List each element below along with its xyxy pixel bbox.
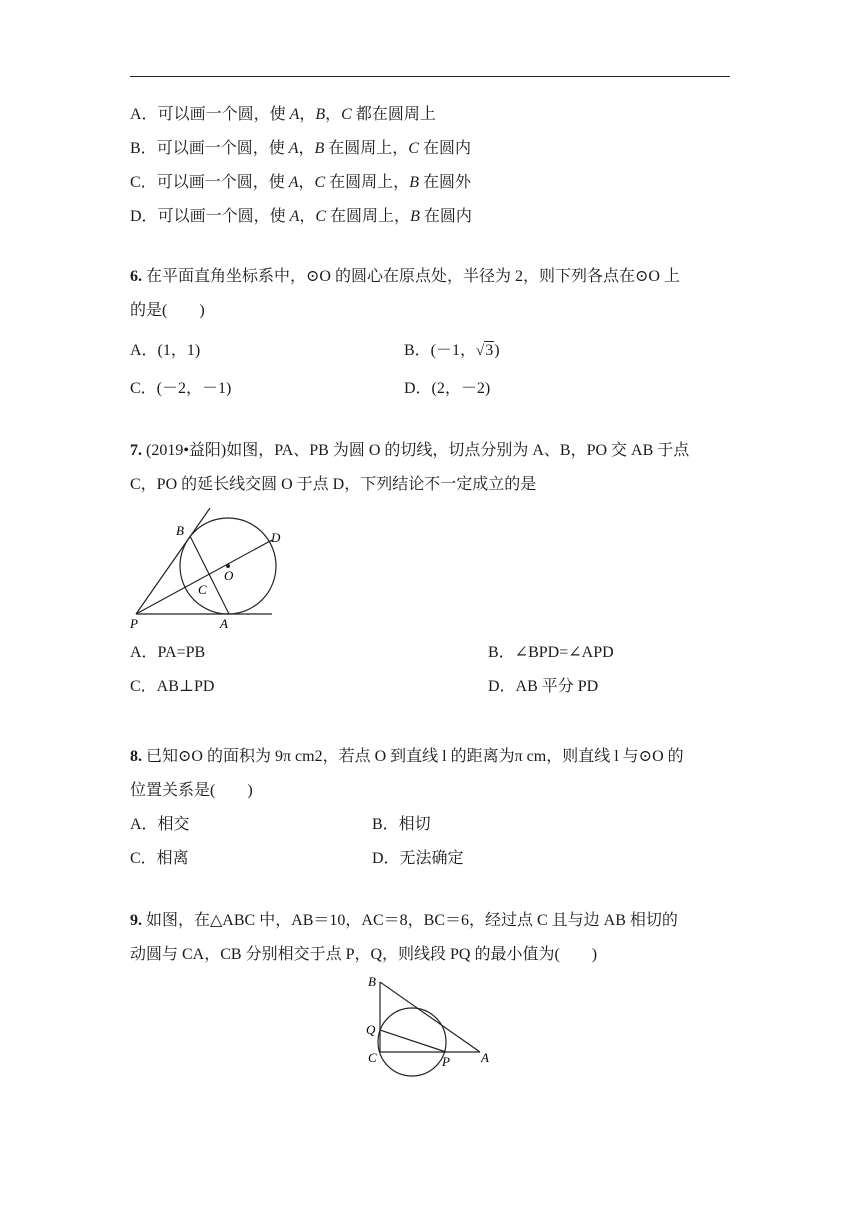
label-q: Q	[366, 1022, 376, 1037]
segment-pq	[380, 1030, 446, 1052]
q8-option-c: C．相离	[130, 850, 189, 867]
option-text: 在圆内	[418, 140, 471, 157]
question-number: 9.	[130, 912, 142, 929]
question-number: 7.	[130, 442, 142, 459]
label-c: C	[198, 582, 207, 597]
option-text: 可以画一个圆，使	[156, 140, 289, 157]
q9-triangle-figure	[362, 970, 498, 1082]
label-o: O	[224, 568, 234, 583]
question-text: (2019•益阳)如图，PA、PB 为圆 O 的切线，切点分别为 A、B，PO 交 AB 于点	[142, 442, 690, 459]
option-text: 在圆内	[419, 208, 472, 225]
label-d: D	[271, 530, 281, 545]
q7-option-a: A．PA=PB	[130, 644, 206, 661]
option-text: C	[408, 140, 419, 157]
option-label: A．	[130, 106, 158, 123]
option-text: 都在圆周上	[351, 106, 436, 123]
option-text: 可以画一个圆，使	[157, 106, 290, 123]
label-p: P	[130, 616, 138, 631]
question-text: 在平面直角坐标系中，⊙O 的圆心在原点处，半径为 2，则下列各点在⊙O 上	[142, 268, 680, 285]
tangent-pb	[136, 508, 210, 614]
option-text: 可以画一个圆，使	[156, 174, 289, 191]
option-text: A	[289, 106, 300, 123]
option-text: )	[494, 342, 500, 359]
option-text: C	[315, 208, 327, 225]
q6-option-d: D．(2，－2)	[404, 380, 491, 397]
option-text: 在圆外	[418, 174, 471, 191]
label-c: C	[368, 1050, 377, 1065]
line-pd	[136, 540, 272, 614]
q7-option-b: B．∠BPD=∠APD	[488, 644, 614, 661]
option-label: B．	[130, 140, 157, 157]
option-text: A	[289, 208, 300, 225]
option-text: 可以画一个圆，使	[157, 208, 290, 225]
q5-option-a	[130, 104, 436, 126]
option-text: ，	[299, 208, 316, 225]
q8-option-d: D．无法确定	[372, 850, 464, 867]
label-b: B	[176, 523, 184, 538]
question-text: 如图，在△ABC 中，AB＝10，AC＝8，BC＝6，经过点 C 且与边 AB 相切的	[142, 912, 678, 929]
q7-option-c: C．AB⊥PD	[130, 678, 215, 695]
q7-stem-line1	[130, 440, 689, 462]
label-b: B	[368, 974, 376, 989]
q9-stem-line1	[130, 910, 678, 932]
option-label: D．	[130, 208, 158, 225]
label-p: P	[442, 1054, 450, 1069]
q6-stem-line2: 的是( )	[130, 302, 205, 319]
q7-option-d: D．AB 平分 PD	[488, 678, 599, 695]
label-a: A	[481, 1050, 489, 1065]
option-text: ，	[298, 140, 315, 157]
option-label: C．	[130, 174, 157, 191]
question-number: 6.	[130, 268, 142, 285]
sqrt-symbol: √3	[476, 342, 494, 359]
header-rule	[130, 76, 730, 77]
side-ab	[380, 982, 480, 1052]
label-a: A	[220, 616, 228, 631]
option-text: A	[288, 174, 299, 191]
option-text: B	[409, 174, 419, 191]
option-text: A	[288, 140, 299, 157]
q5-option-c	[130, 172, 471, 194]
radicand: 3	[485, 342, 494, 359]
q8-option-a: A．相交	[130, 816, 190, 833]
q5-option-b	[130, 138, 471, 160]
option-text: B	[410, 208, 420, 225]
q6-stem-line1	[130, 266, 680, 288]
option-text: B	[315, 106, 326, 123]
option-text: C	[341, 106, 352, 123]
moving-circle	[378, 1008, 446, 1076]
option-text: 在圆周上，	[324, 140, 409, 157]
option-text: ，	[298, 174, 315, 191]
option-text: B	[314, 140, 325, 157]
option-text: C	[314, 174, 326, 191]
q7-tangent-figure	[124, 504, 284, 632]
q8-stem-line1	[130, 746, 684, 768]
option-text: 在圆周上，	[326, 208, 411, 225]
option-text: ，	[325, 106, 342, 123]
q5-option-d	[130, 206, 472, 228]
q6-option-b	[404, 340, 500, 362]
q9-stem-line2: 动圆与 CA，CB 分别相交于点 P，Q，则线段 PQ 的最小值为( )	[130, 946, 598, 963]
question-number: 8.	[130, 748, 142, 765]
q8-stem-line2: 位置关系是( )	[130, 782, 253, 799]
option-text: B．(－1，	[404, 342, 477, 359]
q7-stem-line2: C，PO 的延长线交圆 O 于点 D，下列结论不一定成立的是	[130, 476, 537, 493]
option-text: 在圆周上，	[325, 174, 410, 191]
option-text: ，	[299, 106, 316, 123]
question-text: 已知⊙O 的面积为 9π cm2，若点 O 到直线 l 的距离为π cm，则直线 l 与⊙O 的	[142, 748, 684, 765]
q8-option-b: B．相切	[372, 816, 431, 833]
q6-option-c: C．(－2，－1)	[130, 380, 232, 397]
q6-option-a: A．(1，1)	[130, 342, 201, 359]
